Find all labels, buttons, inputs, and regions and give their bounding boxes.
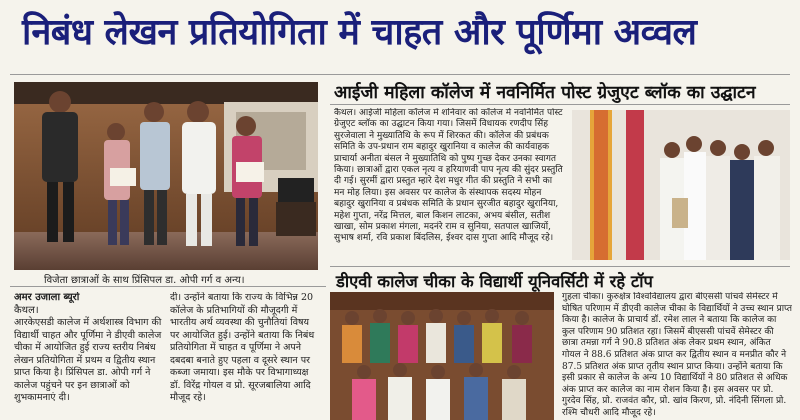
- right-mid-divider: [330, 266, 790, 267]
- caption-divider: [10, 286, 326, 287]
- dateline: कैथल।: [14, 304, 39, 316]
- toppers-photo-illustration: [330, 292, 554, 420]
- right-bottom-headline: डीएवी कालेज चीका के विद्यार्थी यूनिवर्सिटी में रहे टॉप: [336, 272, 653, 291]
- main-headline: निबंध लेखन प्रतियोगिता में चाहत और पूर्णिमा अव्वल: [22, 12, 697, 53]
- right-bottom-body: गुहला चीका। कुरुक्षेत्र विश्वविद्यालय द्वारा बीएससी पांचवें सेमेस्टर में घोषित परिणाम में डीएवी कालेज चीका के विद्यार्थियों ने उच्च स्थान प्राप्त किया है। कालेज के प्राचार्य डॉ. रमेश लाल ने बताया कि कालेज का कुल परिणाम 90 प्रतिशत रहा। जिसमें बीएससी पांचवें सेमेस्टर की छात्रा तमन्ना गर्ग ने 90.8 प्रतिशत अंक लेकर प्रथम स्थान, अंकित गोयल ने 88.6 प्रतिशत अंक प्राप्त कर द्वितीय स्थान व मनप्रीत कौर ने 87.5 प्रतिशत अंक प्राप्त तृतीय स्थान प्राप्त किया। उन्होंने बताया कि इसी प्रकार से कालेज के अन्य 10 विद्यार्थियों ने 80 प्रतिशत से अधिक अंक प्राप्त कर कालेज का नाम रोशन किया है। इस अवसर पर प्रो. गुरदेव सिंह, प्रो. राजवंत कौर, प्रो. खांव किरण, प्रो. नंदिनी सिंगला प्रो. रश्मि चौधरी आदि मौजूद रहे।: [562, 292, 792, 418]
- award-photo: [14, 82, 318, 270]
- left-story-text-col1: आरकेएसडी कालेज में अर्थशास्त्र विभाग की विद्यार्थी चाहत और पूर्णिमा ने डीएवी कालेज चीका में आयोजित हुई राज्य स्तरीय निबंध लेखन प्रतियोगिता में प्रथम व द्वितीय स्थान प्राप्त किया है। प्रिंसिपल डा. ओपी गर्ग ने कालेज पहुंचने पर इन छात्राओं को शुभकामनाएं दी।: [14, 317, 162, 403]
- right-top-body: कैथल। आईजी महिला कॉलेज में शनिवार को कॉलेज में नवनिर्मित पोस्ट ग्रेजुएट ब्लॉक का उद्घाटन किया गया। जिसमें विधायक रणदीप सिंह सुरजेवाला ने मुख्यातिथि के रूप में शिरकत की। कॉलेज की प्रबंधक समिति के उप-प्रधान राम बहादुर खुरानिया व कालेज की कार्यवाहक प्राचार्या अनीता बंसल ने मुख्यातिथि को पुष्प गुच्छ देकर उनका स्वागत किया। छात्राओं द्वारा एकल नृत्य व हरियाणवी पाप नृत्य की सुंदर प्रस्तुति दी गई। सुरमीं द्वारा प्रस्तुत म्हारे देश मधुर गीत की प्रस्तुति ने सभी का मन मोह लिया। इस अवसर पर कालेज के संस्थापक सदस्य मोहन बहादुर खुरानिया व प्रबंधक समिति के प्रधान सुरजीत बहादुर खुरानिया, महेश गुप्ता, नरेंद्र मित्तल, बाल किशन लाटका, अभय बंसील, सतीश खाखा, सोम प्रकाश मंगला, मदनंरे राम व सुनिया, सतपाल खाजियों, सुभाष शर्मा, रवि प्रकाश बिंदलिस, ईश्वर दास गुप्ता आदि मौजूद रहे।: [334, 108, 563, 244]
- toppers-photo: [330, 292, 554, 420]
- right-top-divider: [330, 104, 790, 105]
- left-story-col2: [170, 292, 320, 420]
- award-photo-caption: विजेता छात्राओं के साथ प्रिंसिपल डा. ओपी गर्ग व अन्य।: [44, 275, 245, 286]
- headline-divider: [10, 74, 790, 75]
- inauguration-photo: [572, 110, 790, 260]
- left-story-text-col2: दी। उन्होंने बताया कि राज्य के विभिन्न 20 कॉलेज के प्रतिभागियों की मौजूदगी में भारतीय अर्थ व्यवस्था की चुनौतियां विषय पर आयोजित हुई। उन्होंने बताया कि निबंध प्रतियोगिता में चाहत व पूर्णिमा ने अपने दबदबा बनाते हुए पहला व दूसरे स्थान पर कब्जा जमाया। इस मौके पर विभागाध्यक्ष डॉ. विरेंद्र गोयल व प्रो. सूरजबालिया आदि मौजूद रहे।: [170, 292, 315, 403]
- byline: अमर उजाला ब्यूरो: [14, 292, 80, 303]
- right-top-headline: आईजी महिला कॉलेज में नवनिर्मित पोस्ट ग्रेजुएट ब्लॉक का उद्घाटन: [334, 83, 756, 103]
- left-story-col1: [14, 292, 164, 420]
- award-photo-illustration: [14, 82, 318, 270]
- inauguration-photo-illustration: [572, 110, 790, 260]
- main-headline-band: [0, 0, 800, 78]
